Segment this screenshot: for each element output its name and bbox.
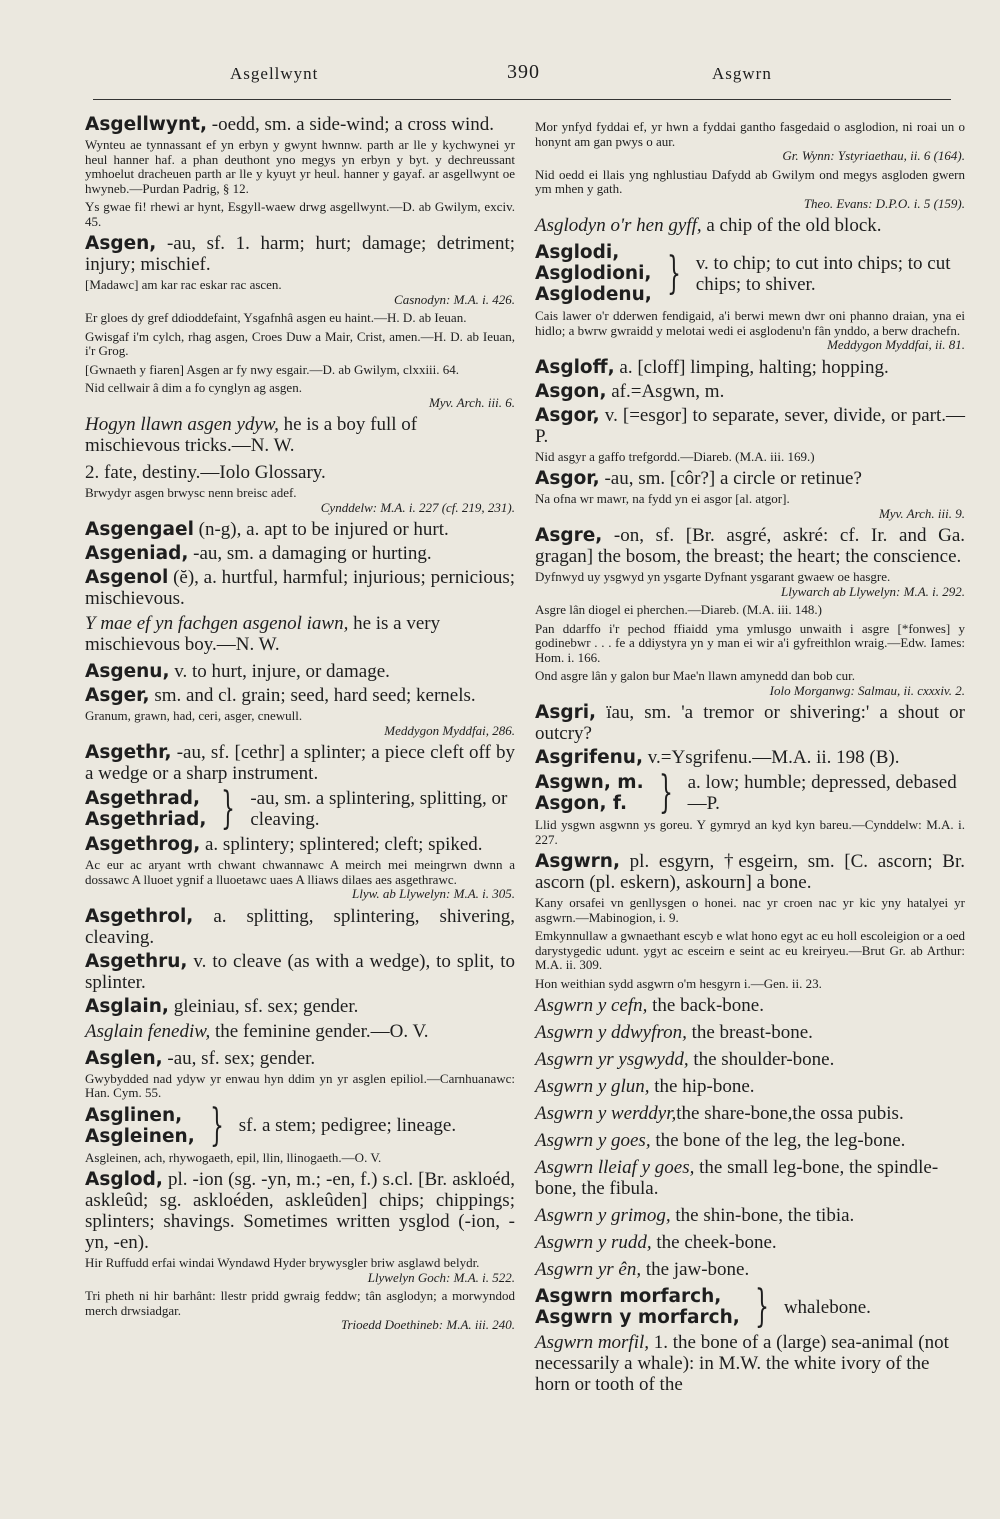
headword: Asgon, <box>535 380 607 402</box>
headword: Asglain, <box>85 995 169 1017</box>
headword: Asgwrn y morfarch, <box>535 1307 740 1328</box>
definition: a. [cloff] limping, halting; hopping. <box>619 356 889 378</box>
dictionary-entry <box>535 405 965 447</box>
dictionary-entry <box>85 519 515 540</box>
phrase-example <box>535 995 965 1016</box>
brace-glyph: } <box>666 247 681 299</box>
quotation <box>535 168 965 212</box>
headword: Asgethr, <box>85 742 172 763</box>
headword: Asglodi, <box>535 242 620 263</box>
phrase-welsh: Asgwrn y ddwyfron, <box>535 1022 687 1043</box>
phrase-welsh: Asgwrn morfil, <box>535 1332 650 1353</box>
dictionary-entry <box>85 951 515 993</box>
quotation <box>85 1256 515 1285</box>
quotation-source: Iolo Morganwg: Salmau, ii. cxxxiv. 2. <box>769 682 965 698</box>
dictionary-entry <box>85 114 515 135</box>
phrase-gloss: he is a boy full of mischievous tricks.—N. W. <box>85 414 418 456</box>
quotation <box>85 138 515 196</box>
quotation <box>85 381 515 410</box>
phrase-example <box>535 215 965 236</box>
quotation <box>535 603 965 618</box>
brace-glyph: } <box>658 767 673 818</box>
definition: -au, sf. 1. harm; hurt; damage; detriment; injury; mischief. <box>85 233 516 275</box>
grouped-entry <box>535 1281 965 1332</box>
definition: (ĕ), a. hurtful, harmful; injurious; pernicious; mischievous. <box>85 567 516 609</box>
headword: Asglodenu, <box>535 284 652 305</box>
dictionary-entry <box>85 1169 515 1253</box>
quotation-text: Ac eur ac aryant wrth chwant chwannawc A meirch mei meingrwn dwnn a dossawc A lluoet ygnif a lluoetawc uaes A lliaws dilaes aes asgethrawc. <box>85 857 515 887</box>
quotation <box>85 311 515 326</box>
phrase-welsh: Asgwrn lleiaf y goes, <box>535 1157 695 1178</box>
headword: Asglodioni, <box>535 263 652 284</box>
headword: Asglen, <box>85 1047 163 1069</box>
quotation-text: Wynteu ae tynnassant ef yn erbyn y gwynt hwnnw. parth ar lle y kychwynei yr heul hanner haf. a phan deuthont yno megys yn erbyn y byt. y dechreussant ymhoelut dracheuen parth ar lle y kyuyt yr heul. hanner y gayaf. ar asgellwynt oe hwyneb.—Purdan Padrig, § 12. <box>85 137 515 196</box>
dictionary-entry <box>535 702 965 744</box>
quotation-text: Mor ynfyd fyddai ef, yr hwn a fyddai gantho fasgedaid o asglodion, ni roai un o honynt am gan pwys o aur. <box>535 119 965 149</box>
definition: a. splintery; splintered; cleft; spiked. <box>205 834 483 855</box>
headword: Asgenol <box>85 567 169 588</box>
right-column <box>535 118 965 1401</box>
phrase-gloss: the bone of the leg, the leg-bone. <box>650 1130 906 1151</box>
quotation-source: Meddygon Myddfai, 286. <box>384 722 515 738</box>
headword: Asgethru, <box>85 950 188 972</box>
phrase-example <box>535 1022 965 1043</box>
phrase-example <box>535 1049 965 1070</box>
phrase-welsh: Asgwrn y goes, <box>535 1130 651 1151</box>
headword: Asgenu, <box>85 661 170 682</box>
phrase-example <box>85 1021 515 1042</box>
dictionary-entry <box>535 525 965 567</box>
quotation-source: Gr. Wynn: Ystyriaethau, ii. 6 (164). <box>782 148 965 163</box>
definition: a. low; humble; depressed, debased—P. <box>687 772 957 814</box>
grouped-entry <box>535 242 965 305</box>
phrase-welsh: Asglodyn o'r hen gyff, <box>535 215 702 236</box>
dictionary-entry <box>535 381 965 402</box>
definition: gleiniau, sf. sex; gender. <box>173 995 359 1017</box>
phrase-example <box>85 414 515 456</box>
quotation <box>535 929 965 973</box>
quotation-text: Kany orsafei vn genllysgen o honei. nac yr croen nac yr kic yny hatalyei yr asgwrn.—Mabinogion, i. 9. <box>535 895 965 925</box>
phrase-example <box>535 1157 965 1199</box>
dictionary-entry <box>85 996 515 1017</box>
quotation <box>535 492 965 521</box>
phrase-example <box>535 1232 965 1253</box>
phrase-gloss: the jaw-bone. <box>641 1259 750 1280</box>
quotation-text: Asgre lân diogel ei pherchen.—Diareb. (M.A. iii. 148.) <box>535 602 823 617</box>
headword: Asgrifenu, <box>535 747 644 768</box>
phrase-gloss: the back-bone. <box>647 995 764 1016</box>
quotation-text: Ond asgre lân y galon bur Mae'n llawn amynedd dan bob cur. <box>535 668 856 683</box>
headword: Asgor, <box>535 404 600 426</box>
quotation <box>535 622 965 666</box>
headword: Asgwrn morfarch, <box>535 1286 722 1307</box>
definition: (n-g), a. apt to be injured or hurt. <box>198 519 449 540</box>
headword: Asglod, <box>85 1169 163 1190</box>
definition: v.=Ysgrifenu.—M.A. ii. 198 (B). <box>647 747 900 768</box>
headword: Asgor, <box>535 468 600 489</box>
quotation-source: Llywarch ab Llywelyn: M.A. i. 292. <box>780 583 965 599</box>
quotation <box>535 896 965 925</box>
dictionary-entry <box>85 567 515 609</box>
quotation <box>535 570 965 599</box>
header-rule <box>93 99 951 100</box>
phrase-gloss: he is a very mischievous boy.—N. W. <box>85 613 441 655</box>
definition: af.=Asgwn, m. <box>611 380 725 402</box>
quotation <box>85 200 515 229</box>
phrase-welsh: Asgwrn y werddyr, <box>535 1103 677 1124</box>
definition: 2. fate, destiny.—Iolo Glossary. <box>85 462 326 483</box>
definition: v. to chip; to cut into chips; to cut chips; to shiver. <box>695 252 951 295</box>
quotation-text: Na ofna wr mawr, na fydd yn ei asgor [al. atgor]. <box>535 491 790 506</box>
definition: -on, sf. [Br. asgré, askré: cf. Ir. and Ga. gragan] the bosom, the breast; the heart; the conscience. <box>535 525 966 567</box>
phrase-example <box>535 1259 965 1280</box>
quotation <box>85 858 515 902</box>
brace-glyph: } <box>221 783 236 834</box>
grouped-headwords <box>85 788 206 830</box>
grouped-entry <box>535 767 965 818</box>
quotation-text: Hon weithian sydd asgwrn o'm hesgyrn i.—Gen. ii. 23. <box>535 975 822 991</box>
headword: Asger, <box>85 685 150 706</box>
quotation-text: Asgleinen, ach, rhywogaeth, epil, llin, llinogaeth.—O. V. <box>85 1149 382 1165</box>
headword: Asgen, <box>85 233 157 254</box>
dictionary-entry <box>85 543 515 564</box>
definition: pl. -ion (sg. -yn, m.; -en, f.) s.cl. [Br. askloéd, askleûd; sg. askloéden, askleûden] chips; chippings; splinters; shavings. Sometimes written ysglod (-ion, -yn, -en). <box>85 1169 515 1253</box>
phrase-example <box>535 1076 965 1097</box>
quotation-text: Cais lawer o'r dderwen fendigaid, a'i berwi mewn dwr oni phanno draian, yna ei hidlo; a bwrw gwraidd y melotai wedi ei asglodenu'n fân ynddo, a berw drachefn. <box>535 308 965 338</box>
headword: Asgellwynt, <box>85 114 207 135</box>
headword: Asgethrol, <box>85 905 194 927</box>
quotation-text: Nid asgyr a gaffo trefgordd.—Diareb. (M.A. iii. 169.) <box>535 448 815 464</box>
quotation <box>85 1072 515 1101</box>
definition: -au, sf. [cethr] a splinter; a piece cleft off by a wedge or a sharp instrument. <box>85 742 515 784</box>
quotation <box>85 278 515 307</box>
headword: Asgre, <box>535 525 603 546</box>
grouped-entry <box>85 783 515 834</box>
phrase-gloss: 1. the bone of a (large) sea-animal (not necessarily a whale): in M.W. the white ivory of the horn or tooth of the <box>535 1332 949 1395</box>
grouped-headwords <box>535 1286 740 1328</box>
quotation-source: Cynddelw: M.A. i. 227 (cf. 219, 231). <box>320 499 515 515</box>
phrase-welsh: Hogyn llawn asgen ydyw, <box>85 414 279 435</box>
quotation-text: Llid ysgwn asgwnn ys goreu. Y gymryd an kyd kyn bareu.—Cynddelw: M.A. i. 227. <box>535 817 965 847</box>
headword: Asglinen, <box>85 1104 183 1126</box>
dictionary-entry <box>85 462 515 483</box>
headword: Asgwrn, <box>535 851 620 872</box>
definition: pl. esgyrn, †esgeirn, sm. [C. ascorn; Br. ascorn (pl. eskern), askourn] a bone. <box>535 851 965 893</box>
phrase-welsh: Asgwrn y rudd, <box>535 1232 652 1253</box>
quotation-source: Meddygon Myddfai, ii. 81. <box>827 337 965 352</box>
quotation <box>535 120 965 164</box>
brace-glyph: } <box>209 1099 224 1151</box>
grouped-headwords <box>85 1105 195 1147</box>
phrase-gloss: the shin-bone, the tibia. <box>670 1205 855 1226</box>
dictionary-entry <box>535 468 965 489</box>
definition: sm. and cl. grain; seed, hard seed; kernels. <box>154 685 476 706</box>
quotation <box>85 486 515 515</box>
quotation-text: Ys gwae fi! rhewi ar hynt, Esgyll-waew drwg asgellwynt.—D. ab Gwilym, exciv. 45. <box>85 199 515 229</box>
phrase-example <box>85 613 515 655</box>
phrase-welsh: Asgwrn y glun, <box>535 1076 650 1097</box>
headword: Asgengael <box>85 519 194 540</box>
quotation-text: Hir Ruffudd erfai windai Wyndawd Hyder brywysgler briw asglawd belydr. <box>85 1255 480 1270</box>
phrase-gloss: the breast-bone. <box>686 1022 813 1043</box>
definition: -oedd, sm. a side-wind; a cross wind. <box>211 114 495 135</box>
quotation <box>85 1151 515 1166</box>
definition: whalebone. <box>783 1296 871 1318</box>
quotation-text: Gwisgaf i'm cylch, rhag asgen, Croes Duw a Mair, Crist, amen.—H. D. ab Ieuan, i'r Grog. <box>85 328 515 358</box>
quotation-text: [Madawc] am kar rac eskar rac ascen. <box>85 277 282 292</box>
definition: -au, sf. sex; gender. <box>167 1047 316 1069</box>
definition: v. to cleave (as with a wedge), to split, to splinter. <box>85 950 516 993</box>
left-column <box>85 114 515 1337</box>
headword: Asgethriad, <box>85 809 207 830</box>
dictionary-entry <box>85 661 515 682</box>
running-head-left: Asgellwynt <box>230 64 319 83</box>
definition: v. to hurt, injure, or damage. <box>174 661 390 682</box>
quotation-text: Emkynnullaw a gwnaethant escyb e wlat hono egyt ac eu holl escoleigion or a oed darystygedic udunt. ygyt ac esceirn e seint ac eu kreiryeu.—Brut Gr. ab Arthur: M.A. ii. 309. <box>535 928 965 972</box>
headword: Asgethrad, <box>85 788 201 809</box>
quotation-text: Er gloes dy gref ddioddefaint, Ysgafnhâ asgen eu haint.—H. D. ab Ieuan. <box>85 310 467 325</box>
quotation <box>535 309 965 353</box>
headword: Asgleinen, <box>85 1125 195 1147</box>
phrase-gloss: the cheek-bone. <box>651 1232 777 1253</box>
quotation <box>535 977 965 992</box>
grouped-headwords <box>535 772 644 814</box>
quotation-text: Brwydyr asgen brwysc nenn breisc adef. <box>85 485 297 500</box>
headword: Asgwn, m. <box>535 772 644 793</box>
phrase-welsh: Asgwrn y grimog, <box>535 1205 671 1226</box>
quotation <box>535 818 965 847</box>
dictionary-entry <box>85 233 515 275</box>
headword: Asgon, f. <box>535 793 627 814</box>
phrase-gloss: the small leg-bone, the spindle-bone, the fibula. <box>535 1157 939 1199</box>
quotation <box>535 669 965 698</box>
definition: -au, sm. a damaging or hurting. <box>193 543 432 564</box>
definition: ïau, sm. 'a tremor or shivering:' a shout or outcry? <box>535 702 966 744</box>
dictionary-entry <box>85 685 515 706</box>
headword: Asgeniad, <box>85 543 189 564</box>
phrase-gloss: a chip of the old block. <box>701 215 882 236</box>
dictionary-entry <box>535 851 965 893</box>
quotation-text: Nid cellwair â dim a fo cynglyn ag asgen. <box>85 380 302 395</box>
phrase-welsh: Asgwrn yr ysgwydd, <box>535 1049 689 1070</box>
page-number: 390 <box>507 61 540 83</box>
headword: Asgethrog, <box>85 834 201 855</box>
phrase-welsh: Asgwrn y cefn, <box>535 995 648 1016</box>
dictionary-entry <box>535 357 965 378</box>
phrase-gloss: the share-bone,the ossa pubis. <box>676 1103 904 1124</box>
quotation-source: Myv. Arch. iii. 6. <box>428 394 515 410</box>
dictionary-entry <box>85 834 515 855</box>
quotation-text: Pan ddarffo i'r pechod ffiaidd yma ymlusgo unwaith i asgre [*fonwes] y godinebwr . . . fe a ddiystyra yn y man ei wir a'i gyfreithlon wraig.—Edw. Iames: Hom. i. 166. <box>535 620 965 665</box>
phrase-example <box>535 1332 965 1395</box>
phrase-example <box>535 1103 965 1124</box>
quotation-text: Granum, grawn, had, ceri, asger, cnewull. <box>85 708 303 723</box>
phrase-gloss: the shoulder-bone. <box>688 1049 835 1070</box>
quotation-text: Tri pheth ni hir barhânt: llestr pridd gwraig feddw; tân asglodyn; a morwyndod merch drwsiadgar. <box>85 1288 515 1318</box>
phrase-welsh: Y mae ef yn fachgen asgenol iawn, <box>85 613 349 634</box>
grouped-entry <box>85 1099 515 1151</box>
brace-glyph: } <box>754 1281 769 1332</box>
quotation-source: Theo. Evans: D.P.O. i. 5 (159). <box>803 195 965 211</box>
grouped-headwords <box>535 242 652 305</box>
quotation-text: Dyfnwyd uy ysgwyd yn ysgarte Dyfnant ysgarant gwaew oe hasgre. <box>535 569 891 584</box>
quotation-source: Myv. Arch. iii. 9. <box>878 505 965 521</box>
definition: v. [=esgor] to separate, sever, divide, or part.—P. <box>535 404 965 447</box>
quotation-source: Trioedd Doethineb: M.A. iii. 240. <box>340 1317 515 1332</box>
phrase-example <box>535 1130 965 1151</box>
quotation-source: Casnodyn: M.A. i. 426. <box>394 291 515 307</box>
quotation <box>535 450 965 465</box>
quotation-source: Llyw. ab Llywelyn: M.A. i. 305. <box>352 886 515 901</box>
phrase-gloss: the feminine gender.—O. V. <box>210 1020 429 1042</box>
phrase-welsh: Asgwrn yr ên, <box>535 1259 642 1280</box>
quotation-text: Nid oedd ei llais yng nghlustiau Dafydd ab Gwilym ond megys asgloden gwern ym mhen y gath. <box>535 166 965 196</box>
headword: Asgloff, <box>535 356 615 378</box>
running-head-right: Asgwrn <box>712 64 772 83</box>
definition: a. splitting, splintering, shivering, cleaving. <box>85 905 516 948</box>
phrase-gloss: the hip-bone. <box>649 1076 755 1097</box>
quotation-text: [Gwnaeth y fiaren] Asgen ar fy nwy esgair.—D. ab Gwilym, clxxiii. 64. <box>85 361 460 377</box>
dictionary-entry <box>535 747 965 768</box>
dictionary-entry <box>85 742 515 784</box>
quotation <box>85 1289 515 1333</box>
phrase-example <box>535 1205 965 1226</box>
dictionary-entry <box>85 1048 515 1069</box>
definition: -au, sm. [côr?] a circle or retinue? <box>604 468 862 489</box>
quotation <box>85 363 515 378</box>
definition: -au, sm. a splintering, splitting, or cleaving. <box>250 788 508 830</box>
definition: sf. a stem; pedigree; lineage. <box>238 1115 457 1136</box>
quotation <box>85 330 515 359</box>
quotation-source: Llywelyn Goch: M.A. i. 522. <box>367 1269 515 1285</box>
dictionary-entry <box>85 906 515 948</box>
phrase-welsh: Asglain fenediw, <box>85 1020 211 1042</box>
quotation <box>85 709 515 738</box>
quotation-text: Gwybydded nad ydyw yr enwau hyn ddim yn yr asglen epiliol.—Carnhuanawc: Han. Cym. 55. <box>85 1070 515 1100</box>
headword: Asgri, <box>535 702 597 723</box>
